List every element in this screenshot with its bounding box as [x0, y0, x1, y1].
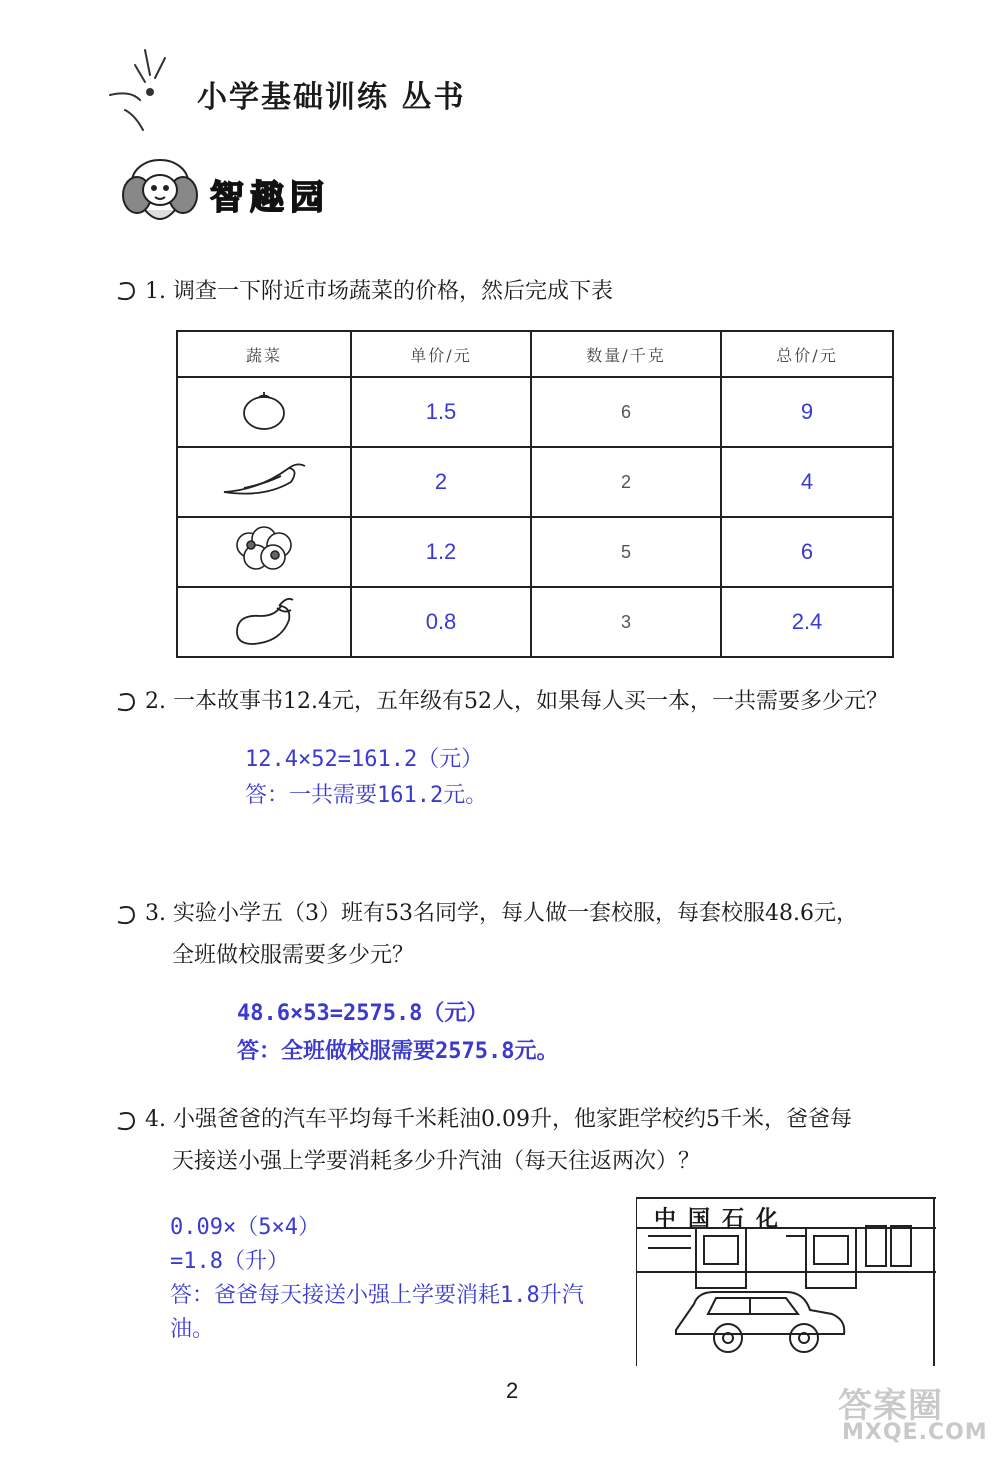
total-cell: 6 [721, 517, 893, 587]
bullet-icon [112, 1106, 142, 1134]
girl-mascot-icon [115, 150, 205, 230]
tomato-icon [177, 377, 351, 447]
cauliflower-icon [177, 517, 351, 587]
table-header: 总价/元 [721, 331, 893, 377]
section-title: 智趣园 [210, 178, 330, 218]
watermark-url: MXQE.COM [842, 1420, 988, 1445]
quantity-cell: 6 [531, 377, 721, 447]
table-header: 蔬菜 [177, 331, 351, 377]
q3-text-line1: 3. 实验小学五（3）班有53名同学，每人做一套校服，每套校服48.6元， [145, 901, 858, 926]
table-row [177, 517, 893, 587]
page-number: 2 [506, 1378, 519, 1403]
unit-price-cell: 2 [351, 447, 531, 517]
q2-answer-sentence: 答：一共需要161.2元。 [245, 783, 488, 808]
unit-price-cell: 1.5 [351, 377, 531, 447]
bullet-icon [112, 276, 142, 304]
quantity-cell: 5 [531, 517, 721, 587]
unit-price-cell: 0.8 [351, 587, 531, 657]
pepper-icon [177, 447, 351, 517]
q4-text-line2: 天接送小强上学要消耗多少升汽油（每天往返两次）？ [172, 1149, 701, 1174]
bullet-icon [112, 900, 142, 928]
q4-answer-sentence-end: 油。 [170, 1317, 215, 1342]
q2-answer-calculation: 12.4×52=161.2（元） [245, 747, 484, 772]
total-cell: 9 [721, 377, 893, 447]
total-cell: 4 [721, 447, 893, 517]
q4-text-line1: 4. 小强爸爸的汽车平均每千米耗油0.09升，他家距学校约5千米，爸爸每 [145, 1107, 852, 1132]
table-row [177, 587, 893, 657]
table-header-row [177, 331, 893, 377]
q3-answer-calculation: 48.6×53=2575.8（元） [237, 1001, 489, 1026]
total-cell: 2.4 [721, 587, 893, 657]
q4-answer-sentence: 答：爸爸每天接送小强上学要消耗1.8升汽 [170, 1283, 584, 1308]
quantity-cell: 2 [531, 447, 721, 517]
watermark-brand: 答案圈 [838, 1386, 943, 1426]
vegetable-price-table [176, 330, 894, 658]
q3-text-line2: 全班做校服需要多少元？ [172, 943, 415, 968]
bullet-icon [112, 687, 142, 715]
series-title: 小学基础训练 丛书 [197, 80, 466, 115]
gas-station-illustration [636, 1196, 936, 1366]
gas-station-sign: 中国石化 [654, 1207, 791, 1232]
q1-text: 1. 调查一下附近市场蔬菜的价格，然后完成下表 [145, 279, 613, 304]
q2-text: 2. 一本故事书12.4元，五年级有52人，如果每人买一本，一共需要多少元？ [145, 689, 888, 714]
table-header: 数量/千克 [531, 331, 721, 377]
table-row [177, 447, 893, 517]
unit-price-cell: 1.2 [351, 517, 531, 587]
q4-answer-calculation: 0.09×（5×4） [170, 1215, 320, 1240]
eggplant-icon [177, 587, 351, 657]
q4-answer-result: =1.8（升） [170, 1249, 289, 1274]
quantity-cell: 3 [531, 587, 721, 657]
header-sparkle-icon [95, 40, 195, 140]
table-header: 单价/元 [351, 331, 531, 377]
q3-answer-sentence: 答：全班做校服需要2575.8元。 [237, 1039, 559, 1064]
table-row [177, 377, 893, 447]
